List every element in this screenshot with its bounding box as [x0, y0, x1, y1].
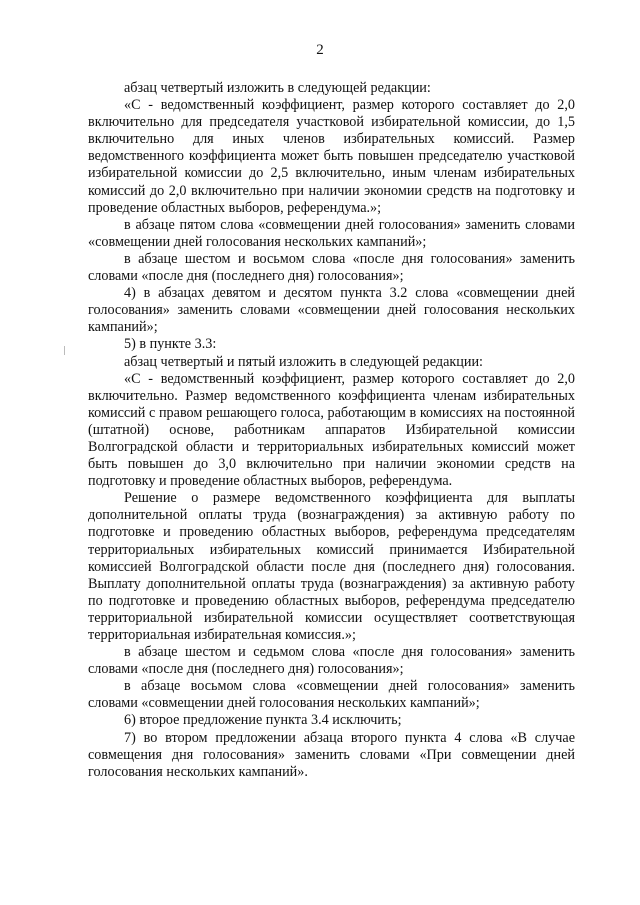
paragraph: абзац четвертый и пятый изложить в следующей редакции: — [124, 353, 483, 370]
document-body — [88, 80, 575, 781]
paragraph: 7) во втором предложении абзаца второго пункта 4 слова «В случае совмещения дня голосования» заменить словами «При совмещении дней голосования нескольких кампаний». — [88, 729, 575, 780]
paragraph: Решение о размере ведомственного коэффициента для выплаты дополнительной оплаты труда (вознаграждения) за активную работу по подготовке и проведению областных выборов, референдума председателям территориальных избирательных комиссий принимается Избирательной комиссией Волгоградской области после дня (последнего дня) голосования. Выплату дополнительной оплаты труда (вознаграждения) за активную работу по подготовке и проведению областных выборов, референдума председателю территориальной избирательной комиссии осуществляет соответствующая территориальная избирательная комиссия.»; — [88, 490, 575, 643]
paragraph: в абзаце восьмом слова «совмещении дней голосования» заменить словами «совмещении дней голосования нескольких кампаний»; — [88, 678, 575, 712]
paragraph: в абзаце шестом и восьмом слова «после дня голосования» заменить словами «после дня (последнего дня) голосования»; — [88, 250, 575, 285]
paragraph: абзац четвертый изложить в следующей редакции: — [124, 80, 431, 96]
paragraph: в абзаце пятом слова «совмещении дней голосования» заменить словами «совмещении дней голосования нескольких кампаний»; — [88, 216, 575, 250]
paragraph: 4) в абзацах девятом и десятом пункта 3.2 слова «совмещении дней голосования» заменить словами «совмещении дней голосования нескольких кампаний»; — [88, 285, 575, 336]
paragraph: «С - ведомственный коэффициент, размер которого составляет до 2,0 включительно для председателя участковой избирательной комиссии, до 1,5 включительно для иных членов избирательных комиссий. Размер ведомственного коэффициента может быть повышен председателю участковой избирательной комиссии до 2,5 включительно, иным членам избирательных комиссий до 2,0 включительно при наличии экономии средств на подготовку и проведение областных выборов, референдума.»; — [88, 97, 575, 216]
paragraph: в абзаце шестом и седьмом слова «после дня голосования» заменить словами «после дня (последнего дня) голосования»; — [88, 644, 575, 678]
page-number: 2 — [316, 42, 324, 58]
paragraph: «С - ведомственный коэффициент, размер которого составляет до 2,0 включительно. Размер ведомственного коэффициента членам избирательных комиссий с правом решающего голоса, работающим в комиссиях на постоянной (штатной) основе, работникам аппаратов Избирательной комиссии Волгоградской области и территориальных избирательных комиссий может быть повышен до 3,0 включительно при наличии экономии средств на подготовку и проведение областных выборов, референдума. — [88, 370, 575, 490]
paragraph: 5) в пункте 3.3: — [124, 336, 217, 353]
margin-mark — [64, 346, 65, 355]
paragraph: 6) второе предложение пункта 3.4 исключить; — [124, 712, 402, 729]
